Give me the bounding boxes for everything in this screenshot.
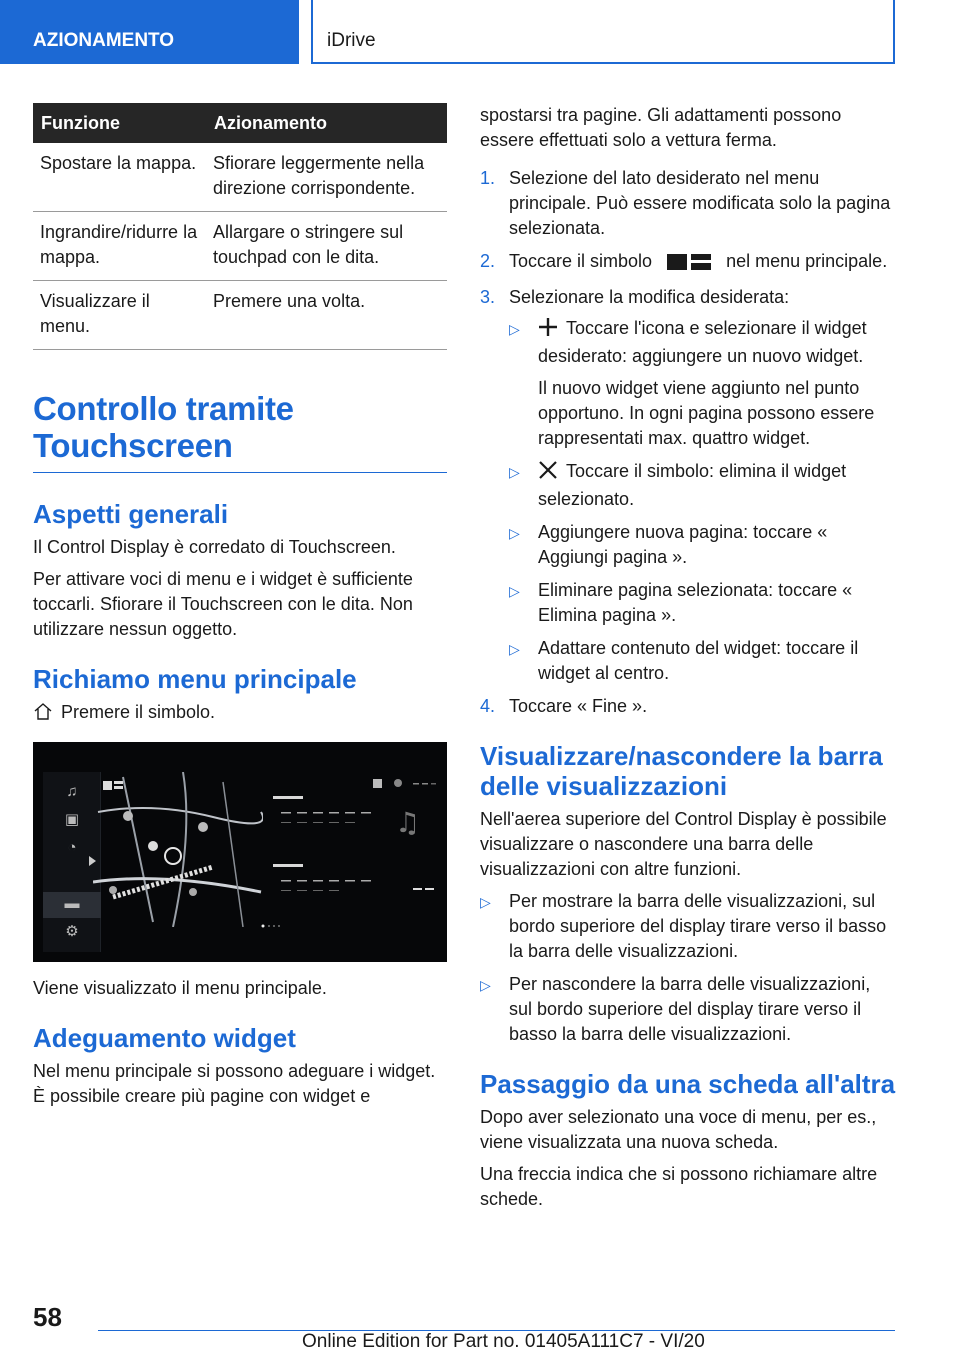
home-icon bbox=[33, 701, 53, 728]
option-text: Toccare il simbolo: elimina il widget selezionato. bbox=[538, 461, 847, 509]
step-item bbox=[480, 285, 896, 686]
step-text: Selezione del lato desiderato nel menu principale. Può essere modificata solo la pagina selezionata. bbox=[509, 168, 891, 238]
step-number: 1. bbox=[480, 168, 496, 188]
option-text: Adattare contenuto del widget: toccare il widget al centro. bbox=[538, 638, 859, 683]
footer-edition: Online Edition for Part no. 01405A111C7 - VI/20 bbox=[302, 1331, 705, 1352]
table-row bbox=[33, 143, 447, 212]
paragraph: Nel menu principale si possono adeguare i widget. È possibile creare più pagine con widget e bbox=[33, 1061, 436, 1106]
status-bar bbox=[373, 778, 439, 790]
list-item bbox=[480, 889, 896, 964]
list-item-text: Per nascondere la barra delle visualizzazioni, sul bordo superiore del display tirare verso il basso la barra delle visualizzazioni. bbox=[509, 974, 871, 1044]
steps-list bbox=[480, 166, 896, 719]
triangle-bullet-icon: ▷ bbox=[509, 641, 520, 657]
step-item bbox=[480, 694, 896, 719]
section-header: AZIONAMENTO bbox=[0, 0, 299, 64]
step-text: Toccare il simbolo bbox=[509, 251, 653, 271]
option-list bbox=[509, 316, 896, 686]
option-item bbox=[509, 578, 896, 628]
table-cell: Allargare o stringere sul touchpad con le dita. bbox=[206, 212, 447, 281]
bar-list bbox=[480, 889, 896, 1047]
car-icon: ▬ bbox=[64, 895, 80, 912]
page-number: 58 bbox=[33, 1302, 62, 1332]
subsection-title-general: Aspetti generali bbox=[33, 499, 229, 529]
left-column bbox=[33, 103, 447, 1116]
subsection-title-menu: Richiamo menu principale bbox=[33, 664, 357, 694]
page-dots bbox=[261, 924, 281, 928]
paragraph: Per attivare voci di menu e i widget è sufficiente toccarli. Sfiorare il Touchscreen con le dita. Non utilizzare nessun oggetto. bbox=[33, 569, 413, 639]
option-text: Eliminare pagina selezionata: toccare « Elimina pagina ». bbox=[538, 580, 853, 625]
table-cell: Spostare la mappa. bbox=[33, 143, 206, 212]
subsection-title-tabs: Passaggio da una scheda all'altra bbox=[480, 1069, 896, 1099]
option-note: Il nuovo widget viene aggiunto nel punto opportuno. In ogni pagina possono essere rappresentati max. quattro widget. bbox=[538, 378, 875, 448]
table-row bbox=[33, 281, 447, 350]
media-widget bbox=[273, 792, 437, 932]
table-cell: Ingrandire/ridurre la mappa. bbox=[33, 212, 206, 281]
table-cell: Visualizzare il menu. bbox=[33, 281, 206, 350]
widget-grid-icon bbox=[667, 252, 711, 277]
instruction-text: Premere il simbolo. bbox=[61, 702, 216, 722]
triangle-bullet-icon: ▷ bbox=[509, 464, 520, 480]
option-item bbox=[509, 520, 896, 570]
chapter-header: iDrive bbox=[311, 0, 895, 64]
table-row bbox=[33, 212, 447, 281]
step-number: 3. bbox=[480, 287, 496, 307]
arrow-icon bbox=[89, 856, 97, 866]
subsection-title-bar: Visualizzare/nascondere la barra delle visualizzazioni bbox=[480, 741, 883, 801]
table-header-cell: Funzione bbox=[33, 103, 206, 143]
nav-icon: ◔ bbox=[67, 839, 77, 856]
option-item bbox=[509, 636, 896, 686]
table-header-row bbox=[33, 103, 447, 143]
triangle-bullet-icon: ▷ bbox=[509, 583, 520, 599]
step-number: 4. bbox=[480, 696, 496, 716]
step-text: nel menu principale. bbox=[726, 251, 888, 271]
plus-icon bbox=[538, 317, 558, 344]
svg-text:♫: ♫ bbox=[395, 806, 421, 839]
section-title: Controllo tramite Touchscreen bbox=[33, 390, 447, 473]
triangle-bullet-icon: ▷ bbox=[480, 977, 491, 993]
option-item bbox=[509, 459, 896, 512]
phone-icon: ▣ bbox=[64, 811, 80, 828]
list-item-text: Per mostrare la barra delle visualizzazioni, sul bordo superiore del display tirare verso il basso la barra delle visualizzazioni. bbox=[509, 891, 887, 961]
paragraph: Una freccia indica che si possono richiamare altre schede. bbox=[480, 1164, 878, 1209]
triangle-bullet-icon: ▷ bbox=[480, 894, 491, 910]
control-display-screenshot bbox=[33, 742, 447, 962]
step-item bbox=[480, 166, 896, 241]
settings-icon: ⚙ bbox=[65, 923, 79, 940]
step-number: 2. bbox=[480, 251, 496, 271]
table-cell: Premere una volta. bbox=[206, 281, 447, 350]
home-instruction bbox=[33, 700, 447, 728]
image-caption: Viene visualizzato il menu principale. bbox=[33, 978, 327, 998]
music-icon: ♫ bbox=[66, 783, 78, 800]
step-item bbox=[480, 249, 896, 277]
option-item bbox=[509, 316, 896, 451]
option-text: Toccare l'icona e selezionare il widget desiderato: aggiungere un nuovo widget. bbox=[538, 318, 867, 366]
table-cell: Sfiorare leggermente nella direzione corrispondente. bbox=[206, 143, 447, 212]
subsection-title-widget: Adeguamento widget bbox=[33, 1023, 296, 1053]
step-text: Toccare « Fine ». bbox=[509, 696, 648, 716]
list-item bbox=[480, 972, 896, 1047]
step-text: Selezionare la modifica desiderata: bbox=[509, 287, 790, 307]
close-icon bbox=[538, 460, 558, 487]
paragraph: spostarsi tra pagine. Gli adattamenti possono essere effettuati solo a vettura ferma. bbox=[480, 105, 842, 150]
right-column bbox=[480, 103, 896, 1219]
map-widget bbox=[93, 772, 263, 927]
triangle-bullet-icon: ▷ bbox=[509, 525, 520, 541]
paragraph: Dopo aver selezionato una voce di menu, per es., viene visualizzata una nuova scheda. bbox=[480, 1107, 877, 1152]
operation-table bbox=[33, 103, 447, 350]
paragraph: Il Control Display è corredato di Touchscreen. bbox=[33, 537, 396, 557]
option-text: Aggiungere nuova pagina: toccare « Aggiungi pagina ». bbox=[538, 522, 828, 567]
table-header-cell: Azionamento bbox=[206, 103, 447, 143]
paragraph: Nell'aerea superiore del Control Display è possibile visualizzare o nascondere una barra delle visualizzazioni con altre funzioni. bbox=[480, 809, 887, 879]
triangle-bullet-icon: ▷ bbox=[509, 321, 520, 337]
